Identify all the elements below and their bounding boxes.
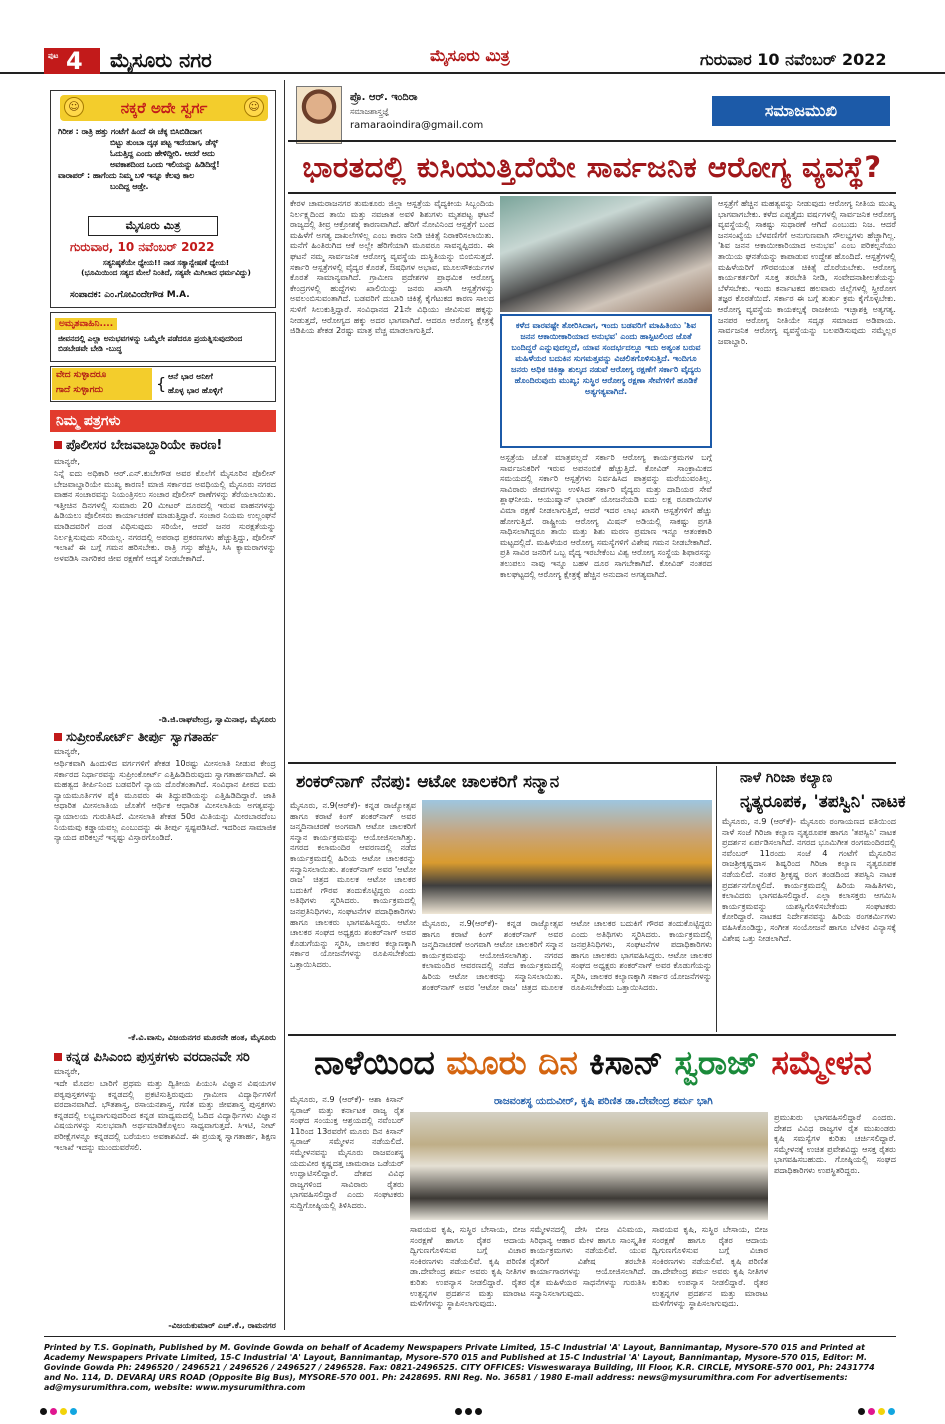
joke-title: ನಕ್ಕರೆ ಅದೇ ಸ್ವರ್ಗ [120, 99, 208, 117]
quote-text: ಜೀವನದಲ್ಲಿ ಎಲ್ಲಾ ಅನುಭವಗಳನ್ನು ಒಮ್ಮೆಲೇ ಪಡೆದರೂ ಪ್ರಯತ್ನಿಸುವುದರಿಂದ ಬಿಡಬೇಡವೇ ಬೇಡಿ -ಬುದ್ಧ [58, 334, 243, 353]
rule [288, 1034, 896, 1036]
page-number-badge [44, 48, 100, 74]
rule [288, 192, 896, 194]
girija-headline: ನೃತ್ಯರೂಪಕ, 'ತಪಸ್ವಿನಿ' ನಾಟಕ [740, 792, 906, 812]
letter-signature: -ಕೆ.ವಿ.ವಾಸು, ವಿಜಯನಗರ ಮೂರನೇ ಹಂತ, ಮೈಸೂರು [127, 1032, 276, 1042]
section-name: ಮೈಸೂರು ನಗರ [110, 48, 212, 72]
joke-text [58, 126, 270, 192]
proverb-label [52, 368, 152, 400]
bullet-square-icon [54, 441, 62, 449]
letters-section-title: ನಿಮ್ಮ ಪತ್ರಗಳು [50, 410, 276, 432]
rule [288, 762, 896, 764]
laughing-face-icon: ☺ [244, 97, 264, 117]
page-word: ಪುಟ [48, 52, 59, 60]
letter-salutation: ಮಾನ್ಯರೇ, [54, 1066, 80, 1076]
letter-body: ನಿನ್ನೆ ಐದು ಅಧಿಕಾರಿ ಆರ್.ಎನ್.ಕುಬೇಗೌಡ ಅವರ ಕೊಲೆಗೆ ಮೈಸೂರಿನ ಪೊಲೀಸ್ ಬೇಜವಾಬ್ದಾರಿಯೇ ಮುಖ್ಯ ಕಾರಣ! ಮಾಜಿ ಸರ್ಕಾರದ ಅವಧಿಯಲ್ಲಿ ಮೈಸೂರು ನಗರದ ವಾಹನ ಸಂಚಾರವನ್ನು ನಿಯಂತ್ರಿಸಲು ಸಂಚಾರ ಪೊಲೀಸ್ ಠಾಣೆಗಳನ್ನು ತೆರೆಯಲಾಯಿತು. ಇತ್ತೀಚಿನ ದಿನಗಳಲ್ಲಿ ಸುಮಾರು 20 ಮೀಟರ್ ದೂರದಲ್ಲಿ ಇರುವ ವಾಹನಗಳನ್ನು ಹಿಡಿಯಲು ಪೊಲೀಸರು ಕಾರ್ಯಾಚರಣೆ ಮಾಡುತ್ತಿದ್ದಾರೆ. ಸಂಚಾರ ನಿಯಮ ಉಲ್ಲಂಘನೆ ಮಾಡಿದವರಿಗೆ ದಂಡ ವಿಧಿಸುವುದು ಸರಿಯೇ, ಆದರೆ ಜನರ ಸುರಕ್ಷತೆಯನ್ನು ನಿರ್ಲಕ್ಷಿಸುವುದು ಸರಿಯಲ್ಲ. ನಗರದಲ್ಲಿ ಅಪರಾಧ ಪ್ರಕರಣಗಳು ಹೆಚ್ಚುತ್ತಿದ್ದು, ಪೊಲೀಸ್ ಇಲಾಖೆ ಈ ಬಗ್ಗೆ ಗಮನ ಹರಿಸಬೇಕು. ರಾತ್ರಿ ಗಸ್ತು ಹೆಚ್ಚಿಸಿ, ಸಿಸಿ ಕ್ಯಾಮರಾಗಳನ್ನು ಅಳವಡಿಸಿ ನಾಗರಿಕರ ಜೀವ ರಕ್ಷಣೆಗೆ ಆದ್ಯತೆ ನೀಡಬೇಕಾಗಿದೆ. [54, 468, 276, 563]
brace-icon: { [156, 374, 167, 393]
issue-date: ಗುರುವಾರ 10 ನವೆಂಬರ್ 2022 [700, 50, 887, 69]
joke-line: ಗಿರೀಶ : ರಾತ್ರಿ ಹತ್ತು ಗಂಟೆಗೆ ಹಿಂದೆ ಈ ಚೆಕ್ಕ ಬಿಸಿಬಿಡಿದಾಗ [58, 127, 202, 136]
kisan-body: ಸಾವಯವ ಕೃಷಿ, ಸುಸ್ಥಿರ ಬೇಸಾಯ, ಬೀಜ ಸಂರಕ್ಷಣೆ ಹಾಗೂ ರೈತರ ಆದಾಯ ದ್ವಿಗುಣಗೊಳಿಸುವ ಬಗ್ಗೆ ವಿಚಾರ ಸಂಕಿರಣಗಳು ನಡೆಯಲಿವೆ. ಕೃಷಿ ಪರಿಣಿತ ಡಾ.ದೇವೇಂದ್ರ ಶರ್ಮ ಅವರು ಕೃಷಿ ನೀತಿಗಳ ಕುರಿತು ಉಪನ್ಯಾಸ ನೀಡಲಿದ್ದಾರೆ. ರೈತರ ಉತ್ಪನ್ನಗಳ ಪ್ರದರ್ಶನ ಮತ್ತು ಮಾರಾಟ ಮಳಿಗೆಗಳನ್ನು ಸ್ಥಾಪಿಸಲಾಗುವುದು. [652, 1224, 768, 1309]
kisan-body: ಸಾವಯವ ಕೃಷಿ, ಸುಸ್ಥಿರ ಬೇಸಾಯ, ಬೀಜ ಸಂರಕ್ಷಣೆ ಹಾಗೂ ರೈತರ ಆದಾಯ ದ್ವಿಗುಣಗೊಳಿಸುವ ಬಗ್ಗೆ ವಿಚಾರ ಸಂಕಿರಣಗಳು ನಡೆಯಲಿವೆ. ಕೃಷಿ ಪರಿಣಿತ ಡಾ.ದೇವೇಂದ್ರ ಶರ್ಮ ಅವರು ಕೃಷಿ ನೀತಿಗಳ ಕುರಿತು ಉಪನ್ಯಾಸ ನೀಡಲಿದ್ದಾರೆ. ರೈತರ ಉತ್ಪನ್ನಗಳ ಪ್ರದರ್ಶನ ಮತ್ತು ಮಾರಾಟ ಮಳಿಗೆಗಳನ್ನು ಸ್ಥಾಪಿಸಲಾಗುವುದು. [410, 1224, 526, 1309]
auto-drivers-felicitation-photo [422, 800, 712, 914]
hospital-ward-photo [500, 196, 712, 312]
page-number: 4 [66, 47, 83, 75]
author-role: ಸಮಾಜಶಾಸ್ತ್ರಜ್ಞೆ [350, 107, 390, 116]
girija-body: ಮೈಸೂರು, ನ.9 (ಆರ್‌ಕೆ)- ಮೈಸೂರು ರಂಗಾಯಣದ ವತಿಯಿಂದ ನಾಳೆ ಸಂಜೆ ಗಿರಿಜಾ ಕಲ್ಯಾಣ ನೃತ್ಯರೂಪಕ ಹಾಗೂ 'ತಪಸ್ವಿನಿ' ನಾಟಕ ಪ್ರದರ್ಶನ ಏರ್ಪಡಿಸಲಾಗಿದೆ. ನಗರದ ಭೂಮಿಗೀತ ರಂಗಮಂದಿರದಲ್ಲಿ ನವೆಂಬರ್ 11ರಂದು ಸಂಜೆ 4 ಗಂಟೆಗೆ ಮೈಸೂರಿನ ರಾಜಶ್ರೀಕೃಷ್ಣದಾಸ ಶಿಷ್ಯರಿಂದ ಗಿರಿಜಾ ಕಲ್ಯಾಣ ನೃತ್ಯರೂಪಕ ನಡೆಯಲಿದೆ. ನಂತರ ಶ್ರೀಕೃಷ್ಣ ರಂಗ ತಂಡದಿಂದ ತಪಸ್ವಿನಿ ನಾಟಕ ಪ್ರದರ್ಶನಗೊಳ್ಳಲಿದೆ. ಕಾರ್ಯಕ್ರಮದಲ್ಲಿ ಹಿರಿಯ ಸಾಹಿತಿಗಳು, ಕಲಾವಿದರು ಭಾಗವಹಿಸಲಿದ್ದಾರೆ. ಎಲ್ಲಾ ಕಲಾಸಕ್ತರು ಆಗಮಿಸಿ ಕಾರ್ಯಕ್ರಮವನ್ನು ಯಶಸ್ವಿಗೊಳಿಸಬೇಕೆಂದು ಸಂಘಟಕರು ಕೋರಿದ್ದಾರೆ. ನಾಟಕದ ನಿರ್ದೇಶನವನ್ನು ಹಿರಿಯ ರಂಗಕರ್ಮಿಗಳು ವಹಿಸಿಕೊಂಡಿದ್ದು, ಸಂಗೀತ ಸಂಯೋಜನೆ ಹಾಗೂ ಬೆಳಕಿನ ವಿನ್ಯಾಸಕ್ಕೆ ವಿಶೇಷ ಒತ್ತು ನೀಡಲಾಗಿದೆ. [722, 816, 896, 943]
author-email[interactable]: ramaraoindira@gmail.com [350, 120, 484, 131]
letter-salutation: ಮಾನ್ಯರೇ, [54, 746, 80, 756]
article-body-column: ಕೇರಳ ಚಾಮರಾಜನಗರ ತುಮಕೂರು ಜಿಲ್ಲಾ ಆಸ್ಪತ್ರೆಯ ವೈದ್ಯಕೀಯ ಸಿಬ್ಬಂದಿಯ ನಿರ್ಲಕ್ಷ್ಯದಿಂದ ತಾಯಿ ಮತ್ತು ನವಜಾತ ಅವಳಿ ಶಿಶುಗಳು ಮೃತಪಟ್ಟ ಘಟನೆ ರಾಜ್ಯದಲ್ಲಿ ತೀವ್ರ ಆಕ್ರೋಶಕ್ಕೆ ಕಾರಣವಾಗಿದೆ. ಹೆರಿಗೆ ನೋವಿನಿಂದ ಆಸ್ಪತ್ರೆಗೆ ಬಂದ ಮಹಿಳೆಗೆ ಅಗತ್ಯ ದಾಖಲೆಗಳಿಲ್ಲ ಎಂಬ ಕಾರಣ ನೀಡಿ ಚಿಕಿತ್ಸೆ ನಿರಾಕರಿಸಲಾಯಿತು. ಮನೆಗೆ ಹಿಂತಿರುಗಿದ ಆಕೆ ಅಲ್ಲೇ ಹೆರಿಗೆಯಾಗಿ ಮೂವರೂ ಸಾವನ್ನಪ್ಪಿದರು. ಈ ಘಟನೆ ನಮ್ಮ ಸಾರ್ವಜನಿಕ ಆರೋಗ್ಯ ವ್ಯವಸ್ಥೆಯ ದುಸ್ಥಿತಿಯನ್ನು ಬಿಂಬಿಸುತ್ತದೆ. ಸರ್ಕಾರಿ ಆಸ್ಪತ್ರೆಗಳಲ್ಲಿ ವೈದ್ಯರ ಕೊರತೆ, ಔಷಧಿಗಳ ಅಭಾವ, ಮೂಲಸೌಕರ್ಯಗಳ ಕೊರತೆ ಸಾಮಾನ್ಯವಾಗಿದೆ. ಗ್ರಾಮೀಣ ಪ್ರದೇಶಗಳ ಪ್ರಾಥಮಿಕ ಆರೋಗ್ಯ ಕೇಂದ್ರಗಳಲ್ಲಿ ಹುದ್ದೆಗಳು ಖಾಲಿಯಿದ್ದು ಜನರು ಖಾಸಗಿ ಆಸ್ಪತ್ರೆಗಳನ್ನು ಅವಲಂಬಿಸುವಂತಾಗಿದೆ. ಬಡವರಿಗೆ ದುಬಾರಿ ಚಿಕಿತ್ಸೆ ಕೈಗೆಟುಕದ ಕಾರಣ ಸಾಲದ ಸುಳಿಗೆ ಸಿಲುಕುತ್ತಿದ್ದಾರೆ. ಸಂವಿಧಾನದ 21ನೇ ವಿಧಿಯು ಜೀವಿಸುವ ಹಕ್ಕನ್ನು ನೀಡುತ್ತದೆ, ಆರೋಗ್ಯದ ಹಕ್ಕು ಅದರ ಭಾಗವಾಗಿದೆ. ಆದರೂ ಆರೋಗ್ಯ ಕ್ಷೇತ್ರಕ್ಕೆ ಜಿಡಿಪಿಯ ಶೇಕಡ 2ರಷ್ಟು ಮಾತ್ರ ವೆಚ್ಚ ಮಾಡಲಾಗುತ್ತಿದೆ. [290, 198, 494, 336]
footer-divider [44, 1336, 896, 1337]
color-registration-marks [455, 1400, 485, 1410]
kisan-headline-part: ಕಿಸಾನ್ [589, 1043, 675, 1082]
letter-salutation: ಮಾನ್ಯರೇ, [54, 456, 80, 466]
bullet-square-icon [54, 733, 62, 741]
joke-line: ಅವಕಾಶದಿಂದ ಒಂದು ಇಲಿಯನ್ನು ಹಿಡಿದಿದ್ದೆ! [110, 160, 220, 169]
kisan-body: ಪ್ರಮುಖರು ಭಾಗವಹಿಸಲಿದ್ದಾರೆ ಎಂದರು. ದೇಶದ ವಿವಿಧ ರಾಜ್ಯಗಳ ರೈತ ಮುಖಂಡರು ಕೃಷಿ ಸಮಸ್ಯೆಗಳ ಕುರಿತು ಚರ್ಚಿಸಲಿದ್ದಾರೆ. ಸಮ್ಮೇಳನಕ್ಕೆ ಉಚಿತ ಪ್ರವೇಶವಿದ್ದು ಆಸಕ್ತ ರೈತರು ಭಾಗವಹಿಸಬಹುದು. ಗೋಷ್ಠಿಯಲ್ಲಿ ಸಂಘದ ಪದಾಧಿಕಾರಿಗಳು ಉಪಸ್ಥಿತರಿದ್ದರು. [774, 1112, 896, 1175]
proverb-text [168, 370, 222, 398]
color-registration-marks [858, 1400, 898, 1410]
paper-info-date: ಗುರುವಾರ, 10 ನವೆಂಬರ್ 2022 [70, 240, 215, 254]
photo-caption: ಕಳೆದ ವಾರವಷ್ಟೇ ತೋರಿಸಿದಾಗ, ಇಂದು ಬಡವರಿಗೆ ಮಾಹಿತಿಯು 'ಶಿವ ಜನನ ಆಕಾಯೀಕಾರಿಯಾದ ಅನುಭವ' ಎಂದು ಹಾಸ್ಪಿಟಲಿಂದ ಜೊತೆ ಬಂದಿದ್ದರೆ ಎನ್ನುವುದಲ್ಲದೆ, ಯಾವ ಸಂದರ್ಭದಲ್ಲೂ ಇದು ಅತ್ಯಂತ ಬರುವ ಮಹಿಳೆಯರ ಬದುಕಿನ ಸುಗಮತ್ತವನ್ನು ವಿಚಲಿತಗೊಳಿಸುತ್ತಿದೆ. ಇಂದಿಗೂ ಜನರು ಅಧಿಕ ಚಿಕಿತ್ಸಾ ಶುಲ್ಕದ ನಡುವೆ ಆರೋಗ್ಯ ರಕ್ಷಣೆಗೆ ಸರ್ಕಾರಿ ವೈದ್ಯರು ಹೊಂದಿರುವುದು ಮುಖ್ಯ; ಸುಸ್ಥಿರ ಆರೋಗ್ಯ ರಕ್ಷಣಾ ಸೇವೆಗಳಿಗೆ ಹೂಡಿಕೆ ಅತ್ಯಗತ್ಯವಾಗಿದೆ. [511, 320, 701, 396]
joke-title-banner [60, 95, 268, 121]
shankar-body-continued: ಮೈಸೂರು, ನ.9(ಆರ್‌ಕೆ)- ಕನ್ನಡ ರಾಜ್ಯೋತ್ಸವ ಹಾಗೂ ಕರಾಟೆ ಕಿಂಗ್ ಶಂಕರ್‌ನಾಗ್ ಅವರ ಜನ್ಮದಿನಾಚರಣೆ ಅಂಗವಾಗಿ ಆಟೋ ಚಾಲಕರಿಗೆ ಸನ್ಮಾನ ಕಾರ್ಯಕ್ರಮವನ್ನು ಆಯೋಜಿಸಲಾಗಿತ್ತು. ನಗರದ ಕಲಾಮಂದಿರ ಆವರಣದಲ್ಲಿ ನಡೆದ ಕಾರ್ಯಕ್ರಮದಲ್ಲಿ ಹಿರಿಯ ಆಟೋ ಚಾಲಕರನ್ನು ಸನ್ಮಾನಿಸಲಾಯಿತು. ಶಂಕರ್‌ನಾಗ್ ಅವರ 'ಆಟೋ ರಾಜ' ಚಿತ್ರದ ಮೂಲಕ ಆಟೋ ಚಾಲಕರ ಬದುಕಿಗೆ ಗೌರವ ತಂದುಕೊಟ್ಟಿದ್ದರು ಎಂದು ಅತಿಥಿಗಳು ಸ್ಮರಿಸಿದರು. ಕಾರ್ಯಕ್ರಮದಲ್ಲಿ ಜನಪ್ರತಿನಿಧಿಗಳು, ಸಂಘಟನೆಗಳ ಪದಾಧಿಕಾರಿಗಳು ಹಾಗೂ ಚಾಲಕರು ಭಾಗವಹಿಸಿದ್ದರು. ಆಟೋ ಚಾಲಕರ ಸಂಘದ ಅಧ್ಯಕ್ಷರು ಶಂಕರ್‌ನಾಗ್ ಅವರ ಕೊಡುಗೆಯನ್ನು ಸ್ಮರಿಸಿ, ಚಾಲಕರ ಕಲ್ಯಾಣಕ್ಕಾಗಿ ಸರ್ಕಾರ ಯೋಜನೆಗಳನ್ನು ರೂಪಿಸಬೇಕೆಂದು ಒತ್ತಾಯಿಸಿದರು. [422, 918, 712, 992]
article-body-column: ಅಸ್ಪತ್ರೆಯ ಜೊತೆ ಮಾತ್ರವಲ್ಲದೆ ಸರ್ಕಾರಿ ಆರೋಗ್ಯ ಕಾರ್ಯಕ್ರಮಗಳ ಬಗ್ಗೆ ಸಾರ್ವಜನಿಕರಿಗೆ ಇರುವ ಅಪನಂಬಿಕೆ ಹೆಚ್ಚುತ್ತಿದೆ. ಕೋವಿಡ್ ಸಾಂಕ್ರಾಮಿಕದ ಸಮಯದಲ್ಲಿ ಸರ್ಕಾರಿ ಆಸ್ಪತ್ರೆಗಳು ನಿರ್ವಹಿಸಿದ ಪಾತ್ರವನ್ನು ಮರೆಯುವಂತಿಲ್ಲ. ಸಾವಿರಾರು ಜೀವಗಳನ್ನು ಉಳಿಸಿದ ಸರ್ಕಾರಿ ವೈದ್ಯರು ಮತ್ತು ದಾದಿಯರ ಸೇವೆ ಶ್ಲಾಘನೀಯ. ಆಯುಷ್ಮಾನ್ ಭಾರತ್ ಯೋಜನೆಯಡಿ ಐದು ಲಕ್ಷ ರೂಪಾಯಿಗಳ ವಿಮಾ ರಕ್ಷಣೆ ನೀಡಲಾಗುತ್ತಿದೆ, ಆದರೆ ಇದರ ಲಾಭ ಖಾಸಗಿ ಆಸ್ಪತ್ರೆಗಳಿಗೆ ಹೆಚ್ಚು ಹೋಗುತ್ತಿದೆ. ರಾಷ್ಟ್ರೀಯ ಆರೋಗ್ಯ ಮಿಷನ್ ಅಡಿಯಲ್ಲಿ ಸಾಕಷ್ಟು ಪ್ರಗತಿ ಸಾಧಿಸಲಾಗಿದ್ದರೂ ತಾಯಿ ಮತ್ತು ಶಿಶು ಮರಣ ಪ್ರಮಾಣ ಇನ್ನೂ ಆತಂಕಕಾರಿ ಮಟ್ಟದಲ್ಲಿದೆ. ಮಹಿಳೆಯರ ಆರೋಗ್ಯ ಸಮಸ್ಯೆಗಳಿಗೆ ವಿಶೇಷ ಗಮನ ನೀಡಬೇಕಾಗಿದೆ. ಪ್ರತಿ ಸಾವಿರ ಜನರಿಗೆ ಒಬ್ಬ ವೈದ್ಯ ಇರಬೇಕೆಂಬ ವಿಶ್ವ ಆರೋಗ್ಯ ಸಂಸ್ಥೆಯ ಶಿಫಾರಸನ್ನು ತಲುಪಲು ನಾವು ಇನ್ನೂ ಬಹಳ ದೂರ ಸಾಗಬೇಕಾಗಿದೆ. ಕೋವಿಡ್ ನಂತರದ ಕಾಲಘಟ್ಟದಲ್ಲಿ ಆರೋಗ್ಯ ಕ್ಷೇತ್ರಕ್ಕೆ ಹೆಚ್ಚಿನ ಅನುದಾನ ಅಗತ್ಯವಾಗಿದೆ. [500, 452, 712, 579]
shankar-headline: ಶಂಕರ್‌ನಾಗ್ ನೆನಪು: ಆಟೋ ಚಾಲಕರಿಗೆ ಸನ್ಮಾನ [296, 772, 560, 792]
author-name: ಪ್ರೊ. ಆರ್. ಇಂದಿರಾ [350, 92, 418, 103]
letter-title: ಕನ್ನಡ ಪಿಸಿಎಂಬಿ ಪುಸ್ತಕಗಳು ವರದಾನವೇ ಸರಿ [66, 1050, 250, 1065]
letter-signature: -ವಿಜಯಕುಮಾರ್ ಎಚ್.ಕೆ., ರಾಮನಗರ [168, 1320, 276, 1330]
letter-body: ಇದೇ ಮೊದಲ ಬಾರಿಗೆ ಪ್ರಥಮ ಮತ್ತು ದ್ವಿತೀಯ ಪಿಯುಸಿ ವಿಜ್ಞಾನ ವಿಷಯಗಳ ಪಠ್ಯಪುಸ್ತಕಗಳನ್ನು ಕನ್ನಡದಲ್ಲಿ ಪ್ರಕಟಿಸುತ್ತಿರುವುದು ಗ್ರಾಮೀಣ ವಿದ್ಯಾರ್ಥಿಗಳಿಗೆ ವರದಾನವಾಗಿದೆ. ಭೌತಶಾಸ್ತ್ರ, ರಸಾಯನಶಾಸ್ತ್ರ, ಗಣಿತ ಮತ್ತು ಜೀವಶಾಸ್ತ್ರ ಪುಸ್ತಕಗಳು ಕನ್ನಡದಲ್ಲಿ ಲಭ್ಯವಾಗುವುದರಿಂದ ಕನ್ನಡ ಮಾಧ್ಯಮದಲ್ಲಿ ಓದಿದ ವಿದ್ಯಾರ್ಥಿಗಳು ವಿಜ್ಞಾನ ವಿಷಯಗಳನ್ನು ಸುಲಭವಾಗಿ ಅರ್ಥಮಾಡಿಕೊಳ್ಳಲು ಸಾಧ್ಯವಾಗುತ್ತದೆ. ಸಿಇಟಿ, ನೀಟ್ ಪರೀಕ್ಷೆಗಳನ್ನೂ ಕನ್ನಡದಲ್ಲಿ ಬರೆಯಲು ಅವಕಾಶವಿದೆ. ಈ ಪ್ರಯತ್ನ ಸ್ವಾಗತಾರ್ಹ, ಶಿಕ್ಷಣ ಇಲಾಖೆ ಇದನ್ನು ಮುಂದುವರೆಸಲಿ. [54, 1078, 276, 1152]
proverb-line: ಹೊಳ್ಳ ಭಾರ ಹೊಳ್ಳಿಗೆ [168, 386, 223, 395]
kisan-headline-part: ಸಮ್ಮೇಳನ [771, 1043, 872, 1082]
kisan-headline-part: ಸ್ವರಾಜ್ [674, 1043, 772, 1082]
masthead-logo: ಮೈಸೂರು ಮಿತ್ರ [430, 46, 510, 65]
letter-title: ಸುಪ್ರೀಂಕೋರ್ಟ್ ತೀರ್ಪು ಸ್ವಾಗತಾರ್ಹ [66, 730, 219, 745]
letter-body: ಆರ್ಥಿಕವಾಗಿ ಹಿಂದುಳಿದ ವರ್ಗಗಳಿಗೆ ಶೇಕಡ 10ರಷ್ಟು ಮೀಸಲಾತಿ ನೀಡುವ ಕೇಂದ್ರ ಸರ್ಕಾರದ ನಿರ್ಧಾರವನ್ನು ಸುಪ್ರೀಂಕೋರ್ಟ್ ಎತ್ತಿಹಿಡಿದಿರುವುದು ಸ್ವಾಗತಾರ್ಹವಾಗಿದೆ. ಈ ಮಹತ್ವದ ತೀರ್ಪಿನಿಂದ ಬಡವರಿಗೆ ನ್ಯಾಯ ದೊರೆತಂತಾಗಿದೆ. ಸಂವಿಧಾನ ಪೀಠದ ಐದು ನ್ಯಾಯಮೂರ್ತಿಗಳ ಪೈಕಿ ಮೂವರು ಈ ತಿದ್ದುಪಡಿಯನ್ನು ಎತ್ತಿಹಿಡಿದಿದ್ದಾರೆ. ಜಾತಿ ಆಧಾರಿತ ಮೀಸಲಾತಿಯ ಜೊತೆಗೆ ಆರ್ಥಿಕ ಆಧಾರಿತ ಮೀಸಲಾತಿಯ ಅಗತ್ಯವನ್ನು ನ್ಯಾಯಾಲಯ ಗುರುತಿಸಿದೆ. ಮೀಸಲಾತಿ ಶೇಕಡ 50ರ ಮಿತಿಯನ್ನು ಮೀರಬಾರದೆಂಬ ನಿಯಮವು ಕಡ್ಡಾಯವಲ್ಲ ಎಂಬುದನ್ನು ಈ ತೀರ್ಪು ಸ್ಪಷ್ಟಪಡಿಸಿದೆ. ಇದರಿಂದ ಸಾಮಾಜಿಕ ನ್ಯಾಯದ ಪರಿಕಲ್ಪನೆ ಇನ್ನಷ್ಟು ವಿಸ್ತಾರಗೊಂಡಿದೆ. [54, 758, 276, 843]
laughing-face-icon: ☺ [64, 97, 84, 117]
proverb-line: ಆನೆ ಭಾರ ಅನೀಗೆ [168, 372, 213, 381]
letter-title: ಪೊಲೀಸರ ಬೇಜವಾಬ್ದಾರಿಯೇ ಕಾರಣ! [66, 438, 223, 453]
proverb-label-line: ವೇದ ಸುಳ್ಳಾದರೂ [56, 370, 107, 380]
footer-imprint: Printed by T.S. Gopinath, Published by M. Govinde Gowda on behalf of Academy Newspapers Private Limited, 15-C Industrial 'A' Layout, Bannimantap, Mysore-570 015 and Printed at Academy Newspapers Private Limited, 15-C Industrial 'A' Layout, Bannimantap, Mysore-570 015 and Published at 15-C Industrial 'A' Layout, Bannimantap, Mysore-570 015, Editor: M. Govinde Gowda Ph: 2496520 / 2496521 / 2496526 / 2496527 / 2496528. Fax: 0821-2496525. CITY OFFICES: Visweswaraya Building, III Floor, K.R. CIRCLE, MYSORE-570 001, Ph: 2431774 and No. 114, D. DEVARAJ URS ROAD (Opposite Big Bus), MYSORE-570 001. Ph: 2428695. RNI Reg. No. 36581 / 1980 E-mail address: news@mysurumithra.com For advertisements: ad@mysurumithra.com, website: www.mysurumithra.com [44, 1343, 875, 1392]
tagline-line: ಸತ್ಯನಿಷ್ಠತೆಯೇ ಧ್ಯೇಯ!! ನಾಡ ಸತ್ಯಾನ್ವೇಷಣೆ ಧ್ಯೇಯ! [102, 258, 230, 267]
kisan-subhead: ರಾಜವಂಶಸ್ಥ ಯದುವೀರ್, ಕೃಷಿ ಪರಿಣಿತ ಡಾ.ದೇವೇಂದ್ರ ಶರ್ಮ ಭಾಗಿ [494, 1096, 713, 1107]
shankar-body: ಮೈಸೂರು, ನ.9(ಆರ್‌ಕೆ)- ಕನ್ನಡ ರಾಜ್ಯೋತ್ಸವ ಹಾಗೂ ಕರಾಟೆ ಕಿಂಗ್ ಶಂಕರ್‌ನಾಗ್ ಅವರ ಜನ್ಮದಿನಾಚರಣೆ ಅಂಗವಾಗಿ ಆಟೋ ಚಾಲಕರಿಗೆ ಸನ್ಮಾನ ಕಾರ್ಯಕ್ರಮವನ್ನು ಆಯೋಜಿಸಲಾಗಿತ್ತು. ನಗರದ ಕಲಾಮಂದಿರ ಆವರಣದಲ್ಲಿ ನಡೆದ ಕಾರ್ಯಕ್ರಮದಲ್ಲಿ ಹಿರಿಯ ಆಟೋ ಚಾಲಕರನ್ನು ಸನ್ಮಾನಿಸಲಾಯಿತು. ಶಂಕರ್‌ನಾಗ್ ಅವರ 'ಆಟೋ ರಾಜ' ಚಿತ್ರದ ಮೂಲಕ ಆಟೋ ಚಾಲಕರ ಬದುಕಿಗೆ ಗೌರವ ತಂದುಕೊಟ್ಟಿದ್ದರು ಎಂದು ಅತಿಥಿಗಳು ಸ್ಮರಿಸಿದರು. ಕಾರ್ಯಕ್ರಮದಲ್ಲಿ ಜನಪ್ರತಿನಿಧಿಗಳು, ಸಂಘಟನೆಗಳ ಪದಾಧಿಕಾರಿಗಳು ಹಾಗೂ ಚಾಲಕರು ಭಾಗವಹಿಸಿದ್ದರು. ಆಟೋ ಚಾಲಕರ ಸಂಘದ ಅಧ್ಯಕ್ಷರು ಶಂಕರ್‌ನಾಗ್ ಅವರ ಕೊಡುಗೆಯನ್ನು ಸ್ಮರಿಸಿ, ಚಾಲಕರ ಕಲ್ಯಾಣಕ್ಕಾಗಿ ಸರ್ಕಾರ ಯೋಜನೆಗಳನ್ನು ರೂಪಿಸಬೇಕೆಂದು ಒತ್ತಾಯಿಸಿದರು. [290, 800, 416, 969]
section-tag: ಸಮಾಜಮುಖಿ [712, 96, 890, 126]
press-meet-photo [410, 1112, 768, 1220]
kisan-headline [296, 1040, 890, 1086]
color-registration-marks [40, 1400, 80, 1410]
editor-credit: ಸಂಪಾದಕ: ಎಂ.ಗೋವಿಂದೇಗೌಡ M.A. [70, 290, 190, 300]
letter-headline [54, 1050, 250, 1065]
kisan-body: ಮೈಸೂರು, ನ.9 (ಆರ್‌ಕೆ)- ಆಶಾ ಕಿಸಾನ್ ಸ್ವರಾಜ್ ಮತ್ತು ಕರ್ನಾಟಕ ರಾಜ್ಯ ರೈತ ಸಂಘದ ಸಂಯುಕ್ತ ಆಶ್ರಯದಲ್ಲಿ ನವೆಂಬರ್ 11ರಿಂದ 13ರವರೆಗೆ ಮೂರು ದಿನ ಕಿಸಾನ್ ಸ್ವರಾಜ್ ಸಮ್ಮೇಳನ ನಡೆಯಲಿದೆ. ಸಮ್ಮೇಳನವನ್ನು ಮೈಸೂರು ರಾಜವಂಶಸ್ಥ ಯದುವೀರ ಕೃಷ್ಣದತ್ತ ಚಾಮರಾಜ ಒಡೆಯರ್ ಉದ್ಘಾಟಿಸಲಿದ್ದಾರೆ. ದೇಶದ ವಿವಿಧ ರಾಜ್ಯಗಳಿಂದ ಸಾವಿರಾರು ರೈತರು ಭಾಗವಹಿಸಲಿದ್ದಾರೆ ಎಂದು ಸಂಘಟಕರು ಸುದ್ದಿಗೋಷ್ಠಿಯಲ್ಲಿ ತಿಳಿಸಿದರು. [290, 1094, 404, 1210]
kisan-headline-part: ಮೂರು ದಿನ [446, 1043, 590, 1082]
proverb-label-line: ಗಾದೆ ಸುಳ್ಳಾಗದು [56, 385, 104, 395]
kisan-body: ಸಮ್ಮೇಳನದಲ್ಲಿ ದೇಸಿ ಬೀಜ ವಿನಿಮಯ, ಸಿರಿಧಾನ್ಯ ಆಹಾರ ಮೇಳ ಹಾಗೂ ಸಾಂಸ್ಕೃತಿಕ ಕಾರ್ಯಕ್ರಮಗಳು ನಡೆಯಲಿವೆ. ಯುವ ರೈತರಿಗೆ ವಿಶೇಷ ತರಬೇತಿ ಕಾರ್ಯಾಗಾರಗಳನ್ನು ಆಯೋಜಿಸಲಾಗಿದೆ. ರೈತ ಮಹಿಳೆಯರ ಸಾಧನೆಗಳನ್ನು ಗುರುತಿಸಿ ಸನ್ಮಾನಿಸಲಾಗುವುದು. [530, 1224, 646, 1298]
main-headline: ಭಾರತದಲ್ಲಿ ಕುಸಿಯುತ್ತಿದೆಯೇ ಸಾರ್ವಜನಿಕ ಆರೋಗ್ಯ ವ್ಯವಸ್ಥೆ? [302, 150, 882, 184]
rule [288, 140, 896, 142]
paper-tagline [60, 258, 272, 278]
joke-line: ವಾರಾಪರ್ : ಹಾಗೆಂದು ನಿಮ್ಮ ಬಳಿ ಇನ್ನೂ ಕೆಲವು ಕಾಲ [58, 171, 195, 180]
letter-headline [54, 438, 222, 453]
article-body-column: ಆಸ್ಪತ್ರೆಗೆ ಹೆಚ್ಚಿನ ಮಹತ್ವವನ್ನು ನೀಡುವುದು ಆರೋಗ್ಯ ನೀತಿಯ ಮುಖ್ಯ ಭಾಗವಾಗಬೇಕು. ಕಳೆದ ಎಪ್ಪತ್ತೈದು ವರ್ಷಗಳಲ್ಲಿ ಸಾರ್ವಜನಿಕ ಆರೋಗ್ಯ ವ್ಯವಸ್ಥೆಯಲ್ಲಿ ಸಾಕಷ್ಟು ಸುಧಾರಣೆ ಆಗಿದೆ ಎಂಬುದು ನಿಜ. ಆದರೆ ಜನಸಂಖ್ಯೆಯ ಬೆಳವಣಿಗೆಗೆ ಅನುಗುಣವಾಗಿ ಸೌಲಭ್ಯಗಳು ಹೆಚ್ಚಾಗಿಲ್ಲ. 'ಶಿವ ಜನನ ಆಕಾಯೀಕಾರಿಯಾದ ಅನುಭವ' ಎಂಬ ಪರಿಕಲ್ಪನೆಯು ತಾಯಿಯ ಘನತೆಯನ್ನು ಕಾಪಾಡುವ ಉದ್ದೇಶ ಹೊಂದಿದೆ. ಆಸ್ಪತ್ರೆಗಳಲ್ಲಿ ಮಹಿಳೆಯರಿಗೆ ಗೌರವಯುತ ಚಿಕಿತ್ಸೆ ದೊರೆಯಬೇಕು. ಆರೋಗ್ಯ ಕಾರ್ಯಕರ್ತರಿಗೆ ಸೂಕ್ತ ತರಬೇತಿ ನೀಡಿ, ಸಂವೇದನಾಶೀಲತೆಯನ್ನು ಬೆಳೆಸಬೇಕು. ಇಂದು ಕರ್ನಾಟಕದ ಹಲವಾರು ಜಿಲ್ಲೆಗಳಲ್ಲಿ ಸ್ತ್ರೀರೋಗ ತಜ್ಞರ ಕೊರತೆಯಿದೆ. ಸರ್ಕಾರ ಈ ಬಗ್ಗೆ ತುರ್ತು ಕ್ರಮ ಕೈಗೊಳ್ಳಬೇಕು. ಆರೋಗ್ಯ ವ್ಯವಸ್ಥೆಯ ಕಾಯಕಲ್ಪಕ್ಕೆ ರಾಜಕೀಯ ಇಚ್ಛಾಶಕ್ತಿ ಅತ್ಯಗತ್ಯ. ಜನಪರ ಆರೋಗ್ಯ ನೀತಿಯೇ ಸದೃಢ ಸಮಾಜದ ಅಡಿಪಾಯ. ಸಾರ್ವಜನಿಕ ಆರೋಗ್ಯ ವ್ಯವಸ್ಥೆಯನ್ನು ಬಲಪಡಿಸುವುದು ನಮ್ಮೆಲ್ಲರ ಜವಾಬ್ದಾರಿ. [718, 198, 896, 346]
joke-line: ಓದುತ್ತಿದ್ದ ಎಂದು ಹೇಳಿದ್ದೀರಿ. ಆದರೆ ಅದು [110, 149, 215, 158]
paper-logo: ಮೈಸೂರು ಮಿತ್ರ [88, 216, 218, 236]
bullet-square-icon [54, 1053, 62, 1061]
joke-line: ಬಂದಿದ್ದ ಆಡ್ತೇ. [110, 182, 149, 191]
letter-signature: -ಡಿ.ಜಿ.ರಾಘವೇಂದ್ರ, ಸ್ವಾಮಿನಾಥ, ಮೈಸೂರು [158, 714, 276, 724]
girija-kicker: ನಾಳೆ ಗಿರಿಜಾ ಕಲ್ಯಾಣ [740, 770, 833, 786]
quote-title: ಅಮೃತವಾಹಿನಿ.... [55, 318, 117, 330]
column-divider [284, 80, 285, 1330]
joke-line: ಬಿಟ್ಟು ತುಂಬಾ ದೃಢ ಪಟ್ಟ ಇದೆಯಾಗ, ಡೆಸ್ಕ್ [110, 138, 219, 147]
column-divider [716, 766, 717, 1032]
tagline-line: (ಭೂಮಿಯಿಂದ ಸತ್ಯದ ಮೇಲೆ ನಿಂತಿದೆ, ಸತ್ಯವೇ ಮಿಗಿಲಾದ ಧರ್ಮವಿದ್ದು) [81, 268, 251, 277]
author-photo [296, 86, 342, 144]
letter-headline [54, 730, 218, 745]
kisan-headline-part: ನಾಳೆಯಿಂದ [314, 1043, 447, 1082]
